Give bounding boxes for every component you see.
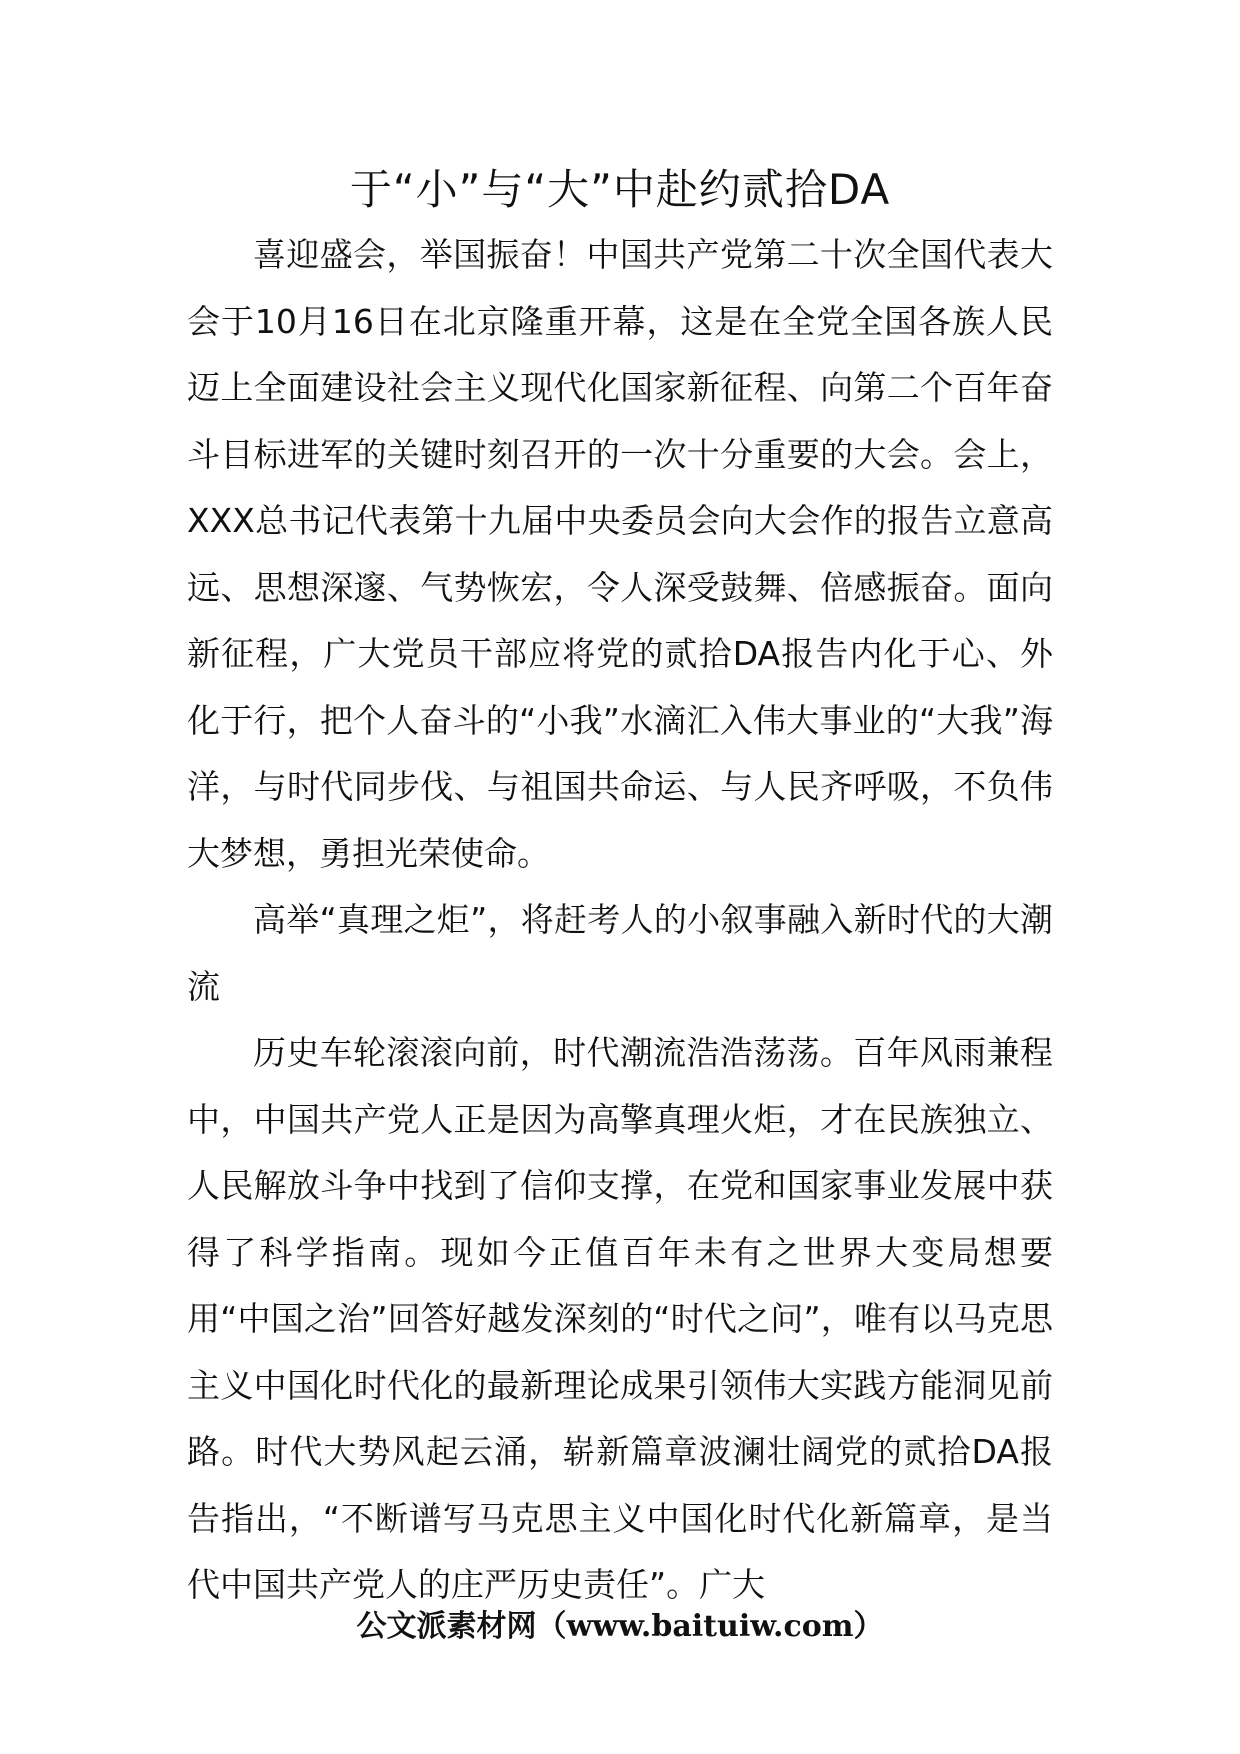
body-paragraph-2: 历史车轮滚滚向前，时代潮流浩浩荡荡。百年风雨兼程中，中国共产党人正是因为高擎真理火炬，才在民族独立、人民解放斗争中找到了信仰支撑，在党和国家事业发展中获得了科学指南。现如今正值百年未有之世界大变局想要用“中国之治”回答好越发深刻的“时代之问”，唯有以马克思主义中国化时代化的最新理论成果引领伟大实践方能洞见前路。时代大势风起云涌，崭新篇章波澜壮阔党的贰拾DA报告指出，“不断谱写马克思主义中国化时代化新篇章，是当代中国共产党人的庄严历史责任”。广大	[187, 1033, 1053, 1604]
source-footer: 公文派素材网（www.baituiw.com）	[356, 1609, 884, 1644]
document-title: 于“小”与“大”中赴约贰拾DA	[349, 165, 891, 214]
document-body	[187, 222, 1053, 1619]
section-heading-paragraph: 高举“真理之炬”，将赶考人的小叙事融入新时代的大潮流	[187, 900, 1053, 1006]
body-paragraph-1: 喜迎盛会，举国振奋！中国共产党第二十次全国代表大会于10月16日在北京隆重开幕，这是在全党全国各族人民迈上全面建设社会主义现代化国家新征程、向第二个百年奋斗目标进军的关键时刻召开的一次十分重要的大会。会上，XXX总书记代表第十九届中央委员会向大会作的报告立意高远、思想深邃、气势恢宏，令人深受鼓舞、倍感振奋。面向新征程，广大党员干部应将党的贰拾DA报告内化于心、外化于行，把个人奋斗的“小我”水滴汇入伟大事业的“大我”海洋，与时代同步伐、与祖国共命运、与人民齐呼吸，不负伟大梦想，勇担光荣使命。	[187, 235, 1053, 873]
